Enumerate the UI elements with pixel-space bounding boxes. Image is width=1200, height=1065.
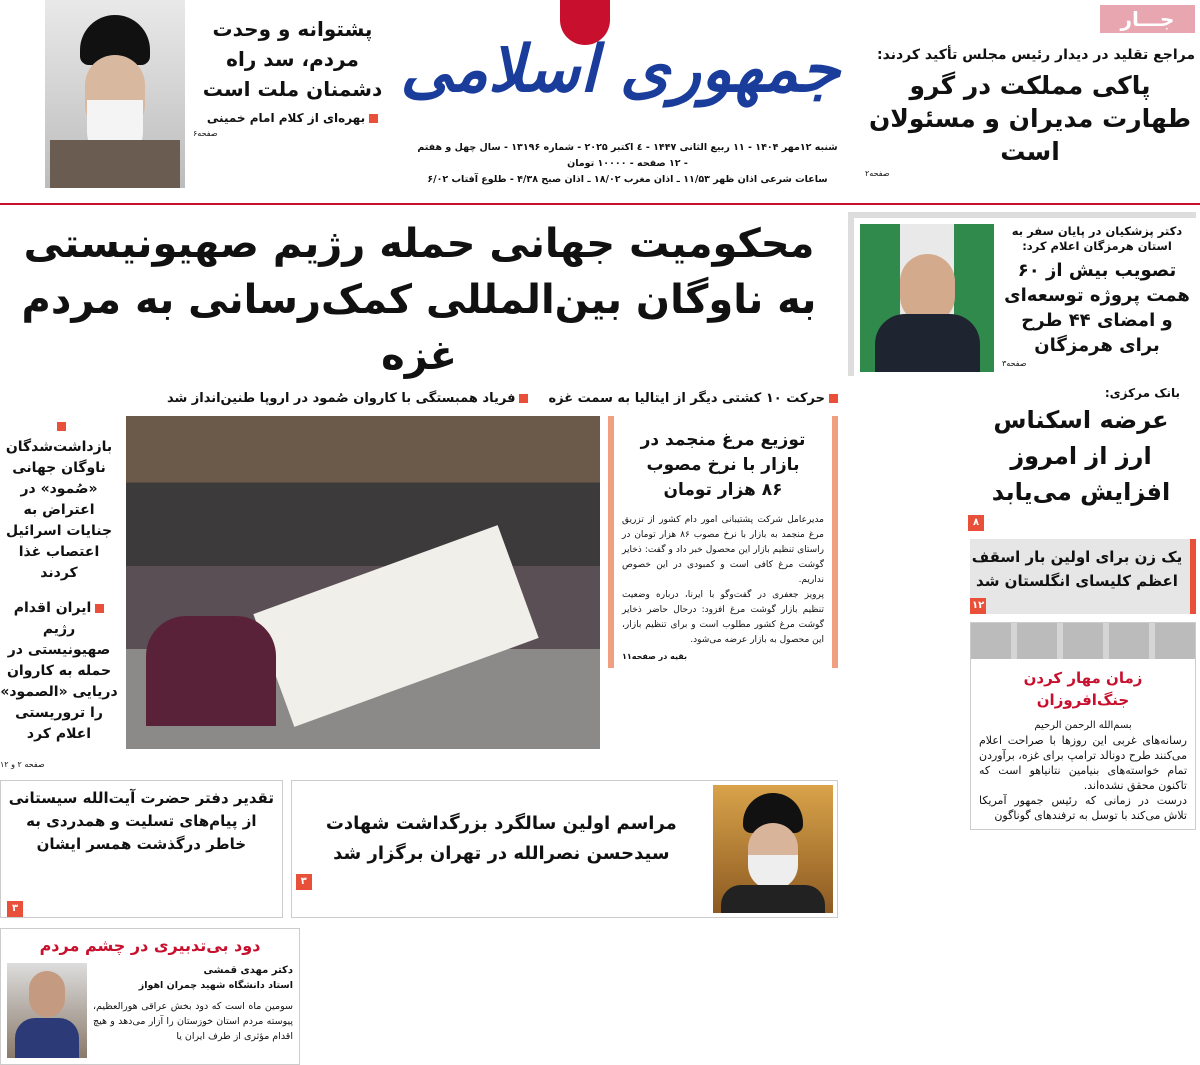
opinion-affiliation: استاد دانشگاه شهید چمران اهواز (138, 980, 293, 991)
editorial-basmala: بسم‌الله الرحمن الرحیم (1034, 720, 1132, 731)
bullet-icon (369, 114, 378, 123)
left-news-2 (0, 598, 118, 745)
sistani-headline: تقدیر دفتر حضرت آیت‌الله سیستانی از پیام‌های تسلیت و همدردی به خاطر درگذشت همسر ایشان (8, 789, 274, 853)
bank-page-badge: ۸ (968, 515, 984, 531)
jar-kicker: مراجع تقلید در دیدار رئیس مجلس تأکید کردند: (877, 47, 1195, 63)
pezeshkian-frame (848, 212, 1196, 376)
church-box (970, 539, 1196, 614)
main-area (0, 212, 848, 918)
sistani-box (0, 780, 283, 918)
pezeshkian-headline: تصویب بیش از ۶۰ همت پروژه توسعه‌ای و امضای ۴۴ طرح برای هرمزگان (1004, 260, 1190, 356)
page-body (0, 212, 1200, 918)
opinion-author: دکتر مهدی قمشی (203, 965, 293, 976)
left-news-1 (0, 416, 118, 584)
chicken-more: بقیه در صفحه۱۱ (622, 652, 688, 661)
opinion-title: دود بی‌تدبیری در چشم مردم (39, 936, 261, 955)
nasrallah-headline: مراسم اولین سالگرد بزرگداشت شهادت سیدحسن نصرالله در تهران برگزار شد (325, 812, 677, 864)
bullet-icon (829, 394, 838, 403)
editorial-title: زمان مهار کردن جنگ‌افروزان (1023, 669, 1143, 709)
quote-text: پشتوانه و وحدت مردم، سد راه دشمنان ملت است (202, 17, 383, 101)
khomeini-portrait (45, 0, 185, 188)
subhead-1 (548, 390, 838, 408)
bullet-icon (57, 422, 66, 431)
subhead-1-text: حرکت ۱۰ کشتی دیگر از ایتالیا به سمت غزه (548, 391, 825, 406)
jar-section (855, 0, 1200, 183)
prayer-times: ساعات شرعی اذان ظهر ۱۱/۵۳ ـ اذان مغرب ۱۸/۰۲ ـ اذان صبح ۴/۳۸ - طلوع آفتاب ۶/۰۲ (427, 174, 828, 185)
editorial-body: رسانه‌های غربی این روزها با صراحت اعلام می‌کنند طرح دونالد ترامپ برای غزه، برآوردن تمام خواسته‌های بنیامین نتانیاهو است که تاکنون محقق نشده‌اند. (979, 734, 1187, 792)
jar-page: صفحه۲ (865, 169, 890, 178)
left-page: صفحه ۲ و ۱۲ (0, 760, 45, 769)
bullet-icon (95, 604, 104, 613)
quote-section (185, 0, 400, 143)
right-column (848, 212, 1200, 830)
chicken-body-1: مدیرعامل شرکت پشتیبانی امور دام کشور از تزریق مرغ منجمد به بازار با نرخ مصوب ۸۶ هزار تومان در راستای تنظیم بازار این محصول خبر داد و گفت: ذخایر گوشت مرغ کافی است و کمبودی در این خصوص نداریم. (622, 515, 824, 585)
logo: جمهوری اسلامی (400, 33, 840, 107)
logo-section (400, 0, 855, 188)
nasrallah-box (291, 780, 838, 918)
pezeshkian-kicker: دکتر پزشکیان در پایان سفر به استان هرمزگان اعلام کرد: (1011, 224, 1183, 253)
editorial-body-2: درست در زمانی که رئیس جمهور آمریکا تلاش می‌کند با توسل به ترفندهای گوناگون (979, 794, 1187, 822)
nasrallah-photo (713, 785, 833, 913)
pezeshkian-photo (860, 224, 994, 372)
quote-source (193, 110, 392, 126)
left-news-1-text: بازداشت‌شدگان ناوگان جهانی «صُمود» در اعتراض به جنایات اسرائیل اعتصاب غذا کردند (5, 439, 113, 581)
bullet-icon (519, 394, 528, 403)
subhead-2 (167, 390, 529, 408)
opinion-box (0, 928, 300, 1065)
main-headline-2: به ناوگان بین‌المللی کمک‌رسانی به مردم غزه (21, 277, 817, 379)
chicken-headline: توزیع مرغ منجمد در بازار با نرخ مصوب ۸۶ هزار تومان (640, 430, 806, 500)
chicken-bracket (608, 416, 838, 668)
bank-headline: عرضه اسکناس ارز از امروز افزایش می‌یابد (991, 406, 1171, 506)
main-row (0, 416, 838, 770)
chicken-body-2: پرویز جعفری در گفت‌وگو با ایرنا، درباره وضعیت تنظیم بازار گوشت مرغ افزود: درحال حاضر ذخایر گوشت مرغ کشور مطلوب است و برای تنظیم بازار، این محصول به بازار عرضه می‌شود. (622, 590, 824, 645)
bottom-row (0, 780, 838, 918)
sistani-page-badge: ۳ (7, 901, 23, 917)
editorial-header-pattern (971, 623, 1195, 659)
jar-badge: جـــار (1100, 5, 1195, 33)
jar-headline: پاکی مملکت در گرو طهارت مدیران و مسئولان است (868, 71, 1192, 166)
author-photo (7, 963, 87, 1058)
header-divider (0, 203, 1200, 205)
pezeshkian-page: صفحه۳ (1002, 359, 1027, 368)
subhead-2-text: فریاد همبستگی با کاروان صُمود در اروپا طنین‌انداز شد (166, 391, 516, 406)
masthead (0, 0, 1200, 203)
date-line: شنبه ۱۲مهر ۱۴۰۴ - ۱۱ ربیع الثانی ۱۴۴۷ - ٤ اکتبر ۲۰۲۵ - شماره ۱۳۱۹۶ - سال چهل و هفتم - ۱۲ صفحه - ۱۰۰۰۰ تومان (417, 142, 838, 169)
quote-source-text: بهره‌ای از کلام امام خمینی (206, 111, 366, 125)
quote-page: صفحه۶ (193, 129, 218, 138)
bank-kicker: بانک مرکزی: (1104, 386, 1180, 400)
nasrallah-page-badge: ۳ (296, 874, 312, 890)
left-column (0, 416, 118, 770)
main-headline-1: محکومیت جهانی حمله رژیم صهیونیستی (23, 221, 815, 267)
protest-photo (126, 416, 600, 749)
bank-section (848, 384, 1196, 531)
opinion-body: سومین ماه است که دود بخش عراقی هورالعظیم، پیوسته مردم استان خوزستان را آزار می‌دهد و هیچ اقدام مؤثری از طرف ایران یا (93, 1001, 293, 1042)
editorial-box (970, 622, 1196, 830)
left-news-2-text: ایران اقدام رژیم صهیونیستی در حمله به کاروان دریایی «الصمود» را تروریستی اعلام کرد (0, 600, 118, 742)
church-headline: یک زن برای اولین بار اسقف اعظم کلیسای انگلستان شد (971, 548, 1183, 590)
subheads (0, 390, 838, 408)
church-page-badge: ۱۲ (970, 598, 986, 614)
